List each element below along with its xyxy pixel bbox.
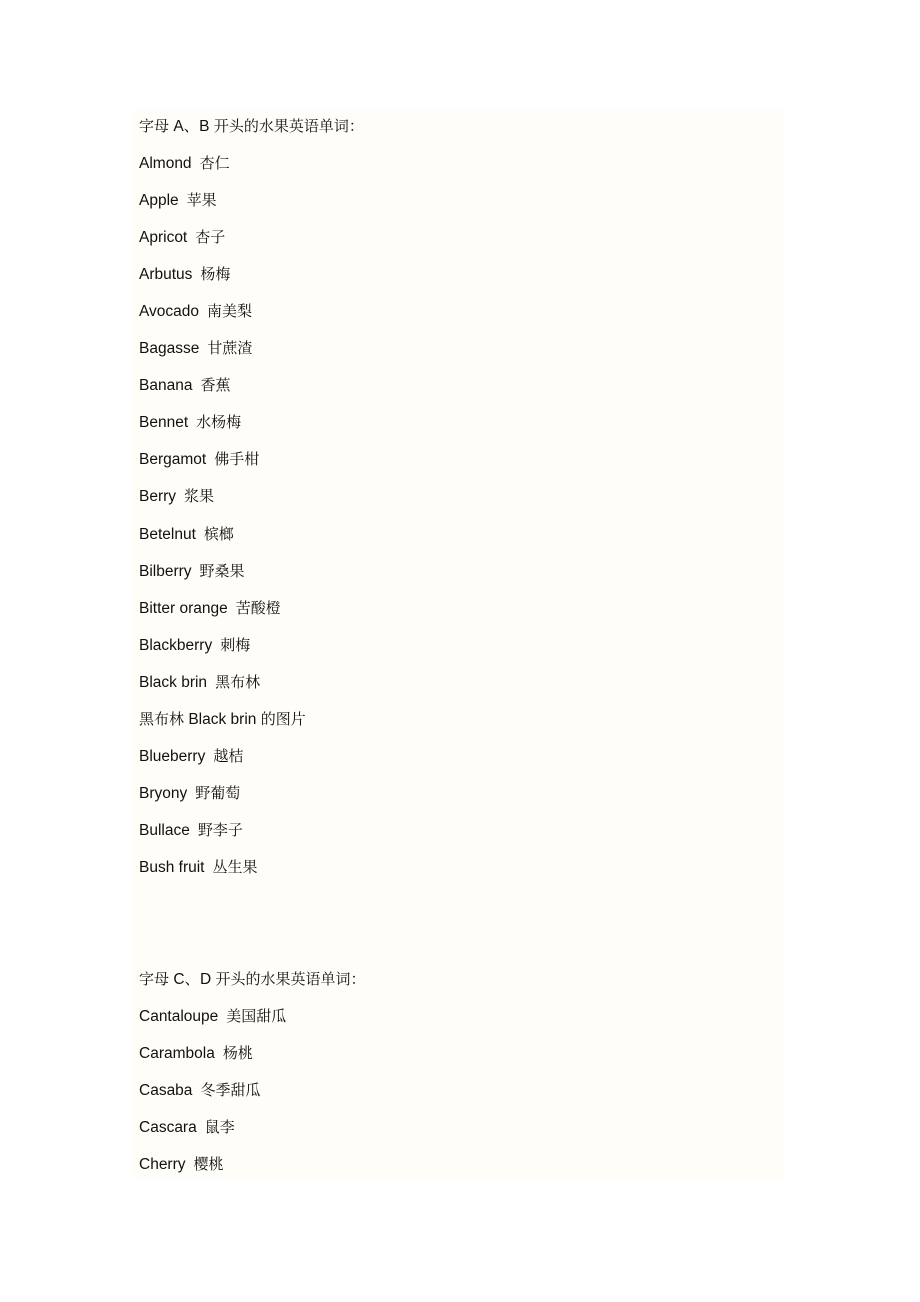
section-heading-ab: 字母 A、B 开头的水果英语单词：	[139, 117, 364, 135]
fruit-entry: Cascara 鼠李	[139, 1118, 235, 1136]
fruit-entry: Arbutus 杨梅	[139, 265, 231, 283]
fruit-entry: Blackberry 刺梅	[139, 636, 251, 654]
fruit-entry: Berry 浆果	[139, 487, 215, 505]
fruit-entry: Apple 苹果	[139, 191, 217, 209]
fruit-entry: Blueberry 越桔	[139, 747, 244, 765]
fruit-entry: Bush fruit 丛生果	[139, 858, 258, 876]
fruit-entry: Black brin 黑布林	[139, 673, 261, 691]
fruit-entry: Carambola 杨桃	[139, 1044, 253, 1062]
fruit-entry: Almond 杏仁	[139, 154, 230, 172]
fruit-entry: Betelnut 槟榔	[139, 525, 234, 543]
fruit-entry: Banana 香蕉	[139, 376, 231, 394]
fruit-entry: Bryony 野葡萄	[139, 784, 241, 802]
fruit-entry: Bullace 野李子	[139, 821, 243, 839]
fruit-entry: Avocado 南美梨	[139, 302, 253, 320]
fruit-entry: Cantaloupe 美国甜瓜	[139, 1007, 287, 1025]
image-caption: 黑布林 Black brin 的图片	[139, 710, 306, 728]
fruit-entry: Casaba 冬季甜瓜	[139, 1081, 261, 1099]
fruit-entry: Cherry 樱桃	[139, 1155, 224, 1173]
fruit-entry: Bagasse 甘蔗渣	[139, 339, 253, 357]
section-heading-cd: 字母 C、D 开头的水果英语单词：	[139, 970, 366, 988]
fruit-entry: Bilberry 野桑果	[139, 562, 245, 580]
fruit-entry: Bergamot 佛手柑	[139, 450, 260, 468]
fruit-entry: Bitter orange 苦酸橙	[139, 599, 281, 617]
fruit-entry: Bennet 水杨梅	[139, 413, 242, 431]
fruit-entry: Apricot 杏子	[139, 228, 226, 246]
